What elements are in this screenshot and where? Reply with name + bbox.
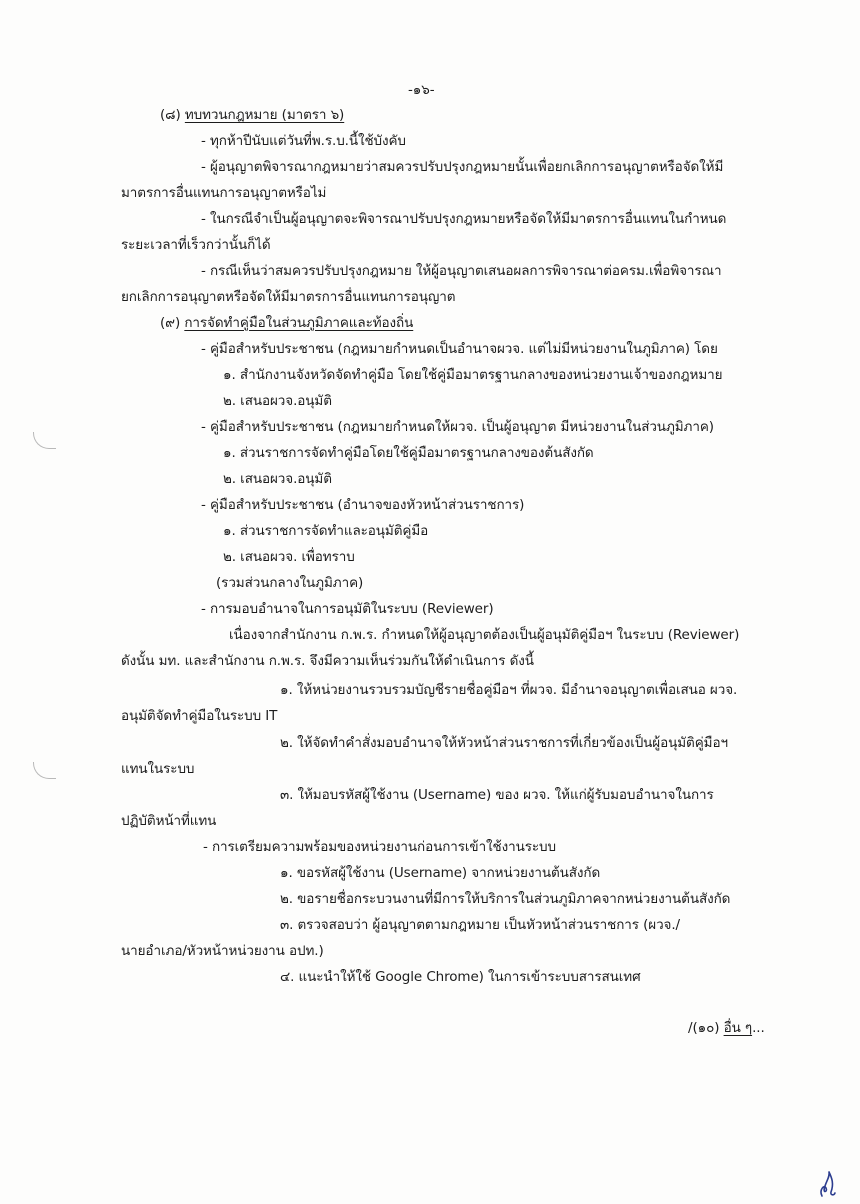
section-9-line: แทนในระบบ [121,761,195,777]
section-9-line: ๔. แนะนำให้ใช้ Google Chrome) ในการเข้าระบบสารสนเทศ [280,969,641,985]
section-8-line: - ในกรณีจำเป็นผู้อนุญาตจะพิจารณาปรับปรุงกฎหมายหรือจัดให้มีมาตรการอื่นแทนในกำหนด [201,211,727,227]
section-8-line: - กรณีเห็นว่าสมควรปรับปรุงกฎหมาย ให้ผู้อนุญาตเสนอผลการพิจารณาต่อครม.เพื่อพิจารณา [201,263,722,279]
section-9-heading [160,313,413,333]
section-9-line: - การมอบอำนาจในการอนุมัติในระบบ (Reviewer) [201,601,494,617]
section-8-line: มาตรการอื่นแทนการอนุญาตหรือไม่ [121,185,327,201]
section-9-line: อนุมัติจัดทำคู่มือในระบบ IT [121,708,278,724]
punch-hole-mark [33,762,56,779]
continuation-prefix: /(๑๐) [688,1020,724,1036]
section-9-line: ดังนั้น มท. และสำนักงาน ก.พ.ร. จึงมีความเห็นร่วมกันให้ดำเนินการ ดังนี้ [121,653,534,669]
section-9-line: ๑. สำนักงานจังหวัดจัดทำคู่มือ โดยใช้คู่มือมาตรฐานกลางของหน่วยงานเจ้าของกฎหมาย [223,367,723,383]
section-9-line: ปฏิบัติหน้าที่แทน [121,813,217,829]
section-9-line: ๓. ให้มอบรหัสผู้ใช้งาน (Username) ของ ผวจ. ให้แก่ผู้รับมอบอำนาจในการ [280,787,714,803]
section-9-line: ๓. ตรวจสอบว่า ผู้อนุญาตตามกฎหมาย เป็นหัวหน้าส่วนราชการ (ผวจ./ [280,917,680,933]
continuation-marker [688,1018,765,1038]
section-9-line: ๒. เสนอผวจ. เพื่อทราบ [223,549,355,565]
section-8-heading [160,105,344,125]
section-9-number: (๙) [160,315,181,331]
section-9-line: - คู่มือสำหรับประชาชน (กฎหมายกำหนดเป็นอำนาจผวจ. แต่ไม่มีหน่วยงานในภูมิภาค) โดย [201,341,718,357]
section-8-line: ยกเลิกการอนุญาตหรือจัดให้มีมาตรการอื่นแทนการอนุญาต [121,289,456,305]
section-8-title: ทบทวนกฎหมาย (มาตรา ๖) [184,107,345,123]
section-9-line: - คู่มือสำหรับประชาชน (อำนาจของหัวหน้าส่วนราชการ) [201,497,525,513]
page-number: -๑๖- [408,82,435,98]
continuation-next-section: อื่น ๆ [723,1020,753,1036]
section-9-line: ๑. ให้หน่วยงานรวบรวมบัญชีรายชื่อคู่มือฯ ที่ผวจ. มีอำนาจอนุญาตเพื่อเสนอ ผวจ. [280,682,738,698]
section-9-line: ๒. เสนอผวจ.อนุมัติ [223,471,332,487]
section-9-line: ๒. ให้จัดทำคำสั่งมอบอำนาจให้หัวหน้าส่วนราชการที่เกี่ยวข้องเป็นผู้อนุมัติคู่มือฯ [280,735,728,751]
section-8-number: (๘) [160,107,181,123]
section-9-line: - คู่มือสำหรับประชาชน (กฎหมายกำหนดให้ผวจ. เป็นผู้อนุญาต มีหน่วยงานในส่วนภูมิภาค) [201,419,714,435]
section-9-line: เนื่องจากสำนักงาน ก.พ.ร. กำหนดให้ผู้อนุญาตต้องเป็นผู้อนุมัติคู่มือฯ ในระบบ (Reviewer) [229,627,740,643]
section-9-line: ๑. ส่วนราชการจัดทำคู่มือโดยใช้คู่มือมาตรฐานกลางของต้นสังกัด [223,445,594,461]
section-9-line: - การเตรียมความพร้อมของหน่วยงานก่อนการเข้าใช้งานระบบ [203,839,556,855]
initials-signature [816,1166,840,1200]
punch-hole-mark [33,432,56,449]
section-9-line: ๒. ขอรายชื่อกระบวนงานที่มีการให้บริการในส่วนภูมิภาคจากหน่วยงานต้นสังกัด [280,891,731,907]
section-9-title: การจัดทำคู่มือในส่วนภูมิภาคและท้องถิ่น [184,315,414,331]
section-9-line: ๑. ส่วนราชการจัดทำและอนุมัติคู่มือ [223,523,429,539]
continuation-suffix: ... [752,1020,765,1036]
section-9-line: ๑. ขอรหัสผู้ใช้งาน (Username) จากหน่วยงานต้นสังกัด [280,865,601,881]
section-8-line: ระยะเวลาที่เร็วกว่านั้นก็ได้ [121,237,271,253]
section-8-line: - ผู้อนุญาตพิจารณากฎหมายว่าสมควรปรับปรุงกฎหมายนั้นเพื่อยกเลิกการอนุญาตหรือจัดให้มี [201,159,724,175]
section-8-line: - ทุกห้าปีนับแต่วันที่พ.ร.บ.นี้ใช้บังคับ [201,133,406,149]
section-9-line: นายอำเภอ/หัวหน้าหน่วยงาน อปท.) [121,943,324,959]
section-9-line: (รวมส่วนกลางในภูมิภาค) [216,575,364,591]
section-9-line: ๒. เสนอผวจ.อนุมัติ [223,393,332,409]
